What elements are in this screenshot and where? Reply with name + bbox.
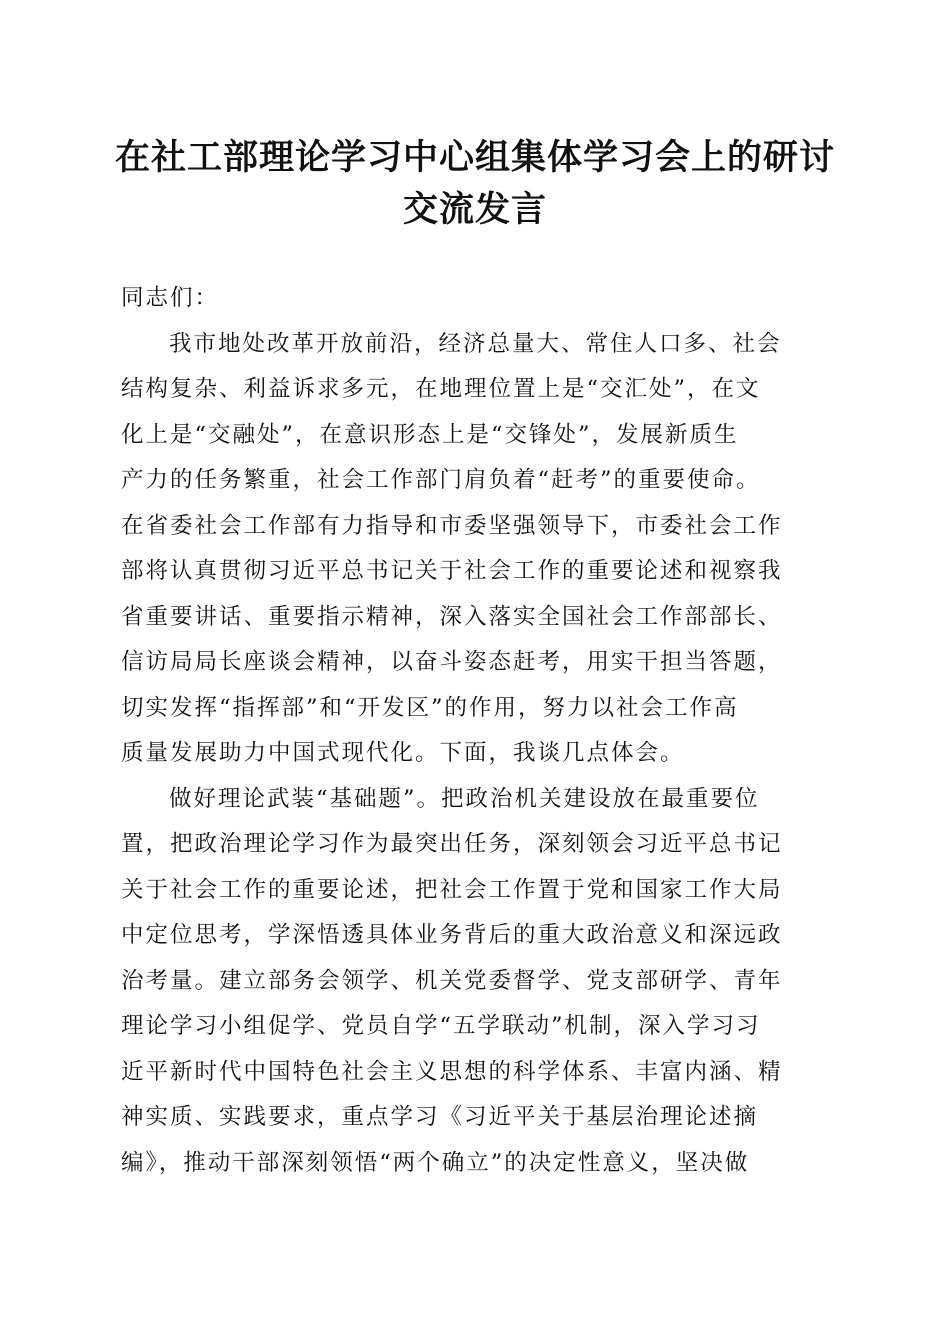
paragraph-1 [121,322,831,777]
paragraph-line: 神实质、实践要求，重点学习《习近平关于基层治理论述摘 [121,1104,759,1130]
paragraph-line: 治考量。建立部务会领学、机关党委督学、党支部研学、青年 [121,967,783,994]
title-line-2: 交流发言 [402,189,547,230]
paragraph-line: 理论学习小组促学、党员自学“五学联动”机制，深入学习习 [121,1013,761,1039]
paragraph-2 [121,777,831,1187]
paragraph-line: 质量发展助力中国式现代化。下面，我谈几点体会。 [121,740,685,766]
paragraph-line: 编》，推动干部深刻领悟“两个确立”的决定性意义，坚决做 [121,1149,750,1176]
paragraph-line: 我市地处改革开放前沿，经济总量大、常住人口多、社会 [169,330,782,357]
paragraph-line: 产力的任务繁重，社会工作部门肩负着“赶考”的重要使命。 [121,467,761,493]
paragraph-line: 部将认真贯彻习近平总书记关于社会工作的重要论述和视察我 [121,558,783,584]
paragraph-line: 省重要讲话、重要指示精神，深入落实全国社会工作部部长、 [121,603,783,630]
salutation: 同志们： [121,285,220,311]
paragraph-line: 结构复杂、利益诉求多元，在地理位置上是“交汇处”，在文 [121,376,761,402]
paragraph-line: 中定位思考，学深悟透具体业务背后的重大政治意义和深远政 [121,922,783,948]
paragraph-line: 关于社会工作的重要论述，把社会工作置于党和国家工作大局 [121,876,783,903]
document-title [110,132,840,236]
title-line-1: 在社工部理论学习中心组集体学习会上的研讨 [114,137,835,178]
paragraph-line: 在省委社会工作部有力指导和市委坚强领导下，市委社会工作 [121,512,783,539]
document-body [121,276,831,1186]
paragraph-line: 信访局局长座谈会精神，以奋斗姿态赶考，用实干担当答题， [121,649,783,675]
paragraph-line: 近平新时代中国特色社会主义思想的科学体系、丰富内涵、精 [121,1058,783,1085]
paragraph-line: 切实发挥“指挥部”和“开发区”的作用，努力以社会工作高 [121,694,739,721]
paragraph-line: 置，把政治理论学习作为最突出任务，深刻领会习近平总书记 [121,831,783,857]
paragraph-line: 做好理论武装“基础题”。把政治机关建设放在最重要位 [169,785,760,812]
paragraph-line: 化上是“交融处”，在意识形态上是“交锋处”，发展新质生 [121,421,739,448]
